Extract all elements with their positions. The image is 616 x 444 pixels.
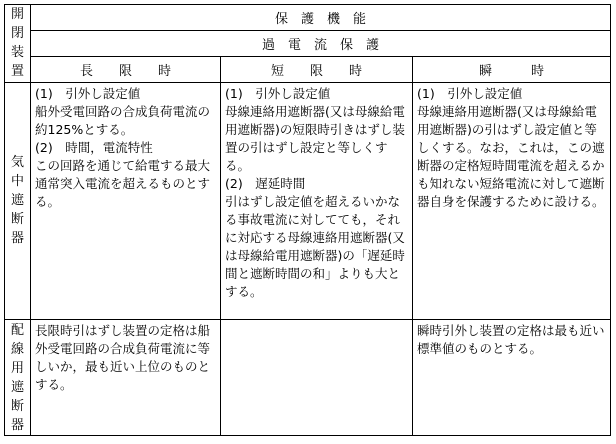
wiring-breaker-label-cell [5,320,31,436]
vertical-label-char: 線 [10,341,24,357]
vertical-label-char: 用 [10,360,24,376]
wiring-breaker-label [5,321,30,435]
short-time-header: 短 限 時 [221,56,413,82]
vertical-label-char: 断 [10,212,24,228]
long-time-header: 長 限 時 [31,56,221,82]
corner-label-cell [5,5,31,83]
wiring-breaker-short-time [221,320,413,436]
vertical-label-char: 器 [10,417,24,433]
air-breaker-label-cell [5,82,31,320]
vertical-label-char: 装 [10,45,24,61]
wiring-breaker-instantaneous: 瞬時引外し装置の定格は最も近い標準値のものとする。 [413,320,611,436]
air-breaker-long-time: (1) 引外し設定値 船外受電回路の合成負荷電流の約125%とする。 (2) 時間，電流特性 この回路を通じて給電する最大通常突入電流を超えるものとする。 [31,82,221,320]
vertical-label-char: 中 [10,174,24,190]
vertical-label-char: 遮 [10,193,24,209]
protection-function-header: 保 護 機 能 [31,5,611,31]
instantaneous-header: 瞬 時 [413,56,611,82]
vertical-label-char: 配 [10,322,24,338]
vertical-label-char: 開 [10,7,24,23]
vertical-label-char: 置 [10,64,24,80]
vertical-label-char: 断 [10,398,24,414]
vertical-label-char: 遮 [10,379,24,395]
air-breaker-short-time: (1) 引外し設定値 母線連絡用遮断器(又は母線給電用遮断器)の短限時引きはずし装置の引はずし設定と等しくする。 (2) 遅延時間 引はずし設定値を超えるいかなる事故電流に対してても，それに対応する母線連絡用遮断器(又は母線給電用遮断器)の「遅延時間と遮断時間の和」よりも大とする。 [221,82,413,320]
air-breaker-label [5,153,30,248]
wiring-breaker-long-time: 長限時引はずし装置の定格は船外受電回路の合成負荷電流に等しいか，最も近い上位のものとする。 [31,320,221,436]
protection-table [4,4,611,436]
vertical-label-char: 気 [10,155,24,171]
vertical-label-char: 器 [10,231,24,247]
air-breaker-instantaneous: (1) 引外し設定値 母線連絡用遮断器(又は母線給電用遮断器)の引はずし設定値と等しくする。なお，これは，この遮断器の定格短時間電流を超えるかも知れない短絡電流に対して遮断器自身を保護するために設ける。 [413,82,611,320]
corner-label [5,5,30,81]
overcurrent-protection-header: 過 電 流 保 護 [31,30,611,56]
vertical-label-char: 閉 [10,26,24,42]
